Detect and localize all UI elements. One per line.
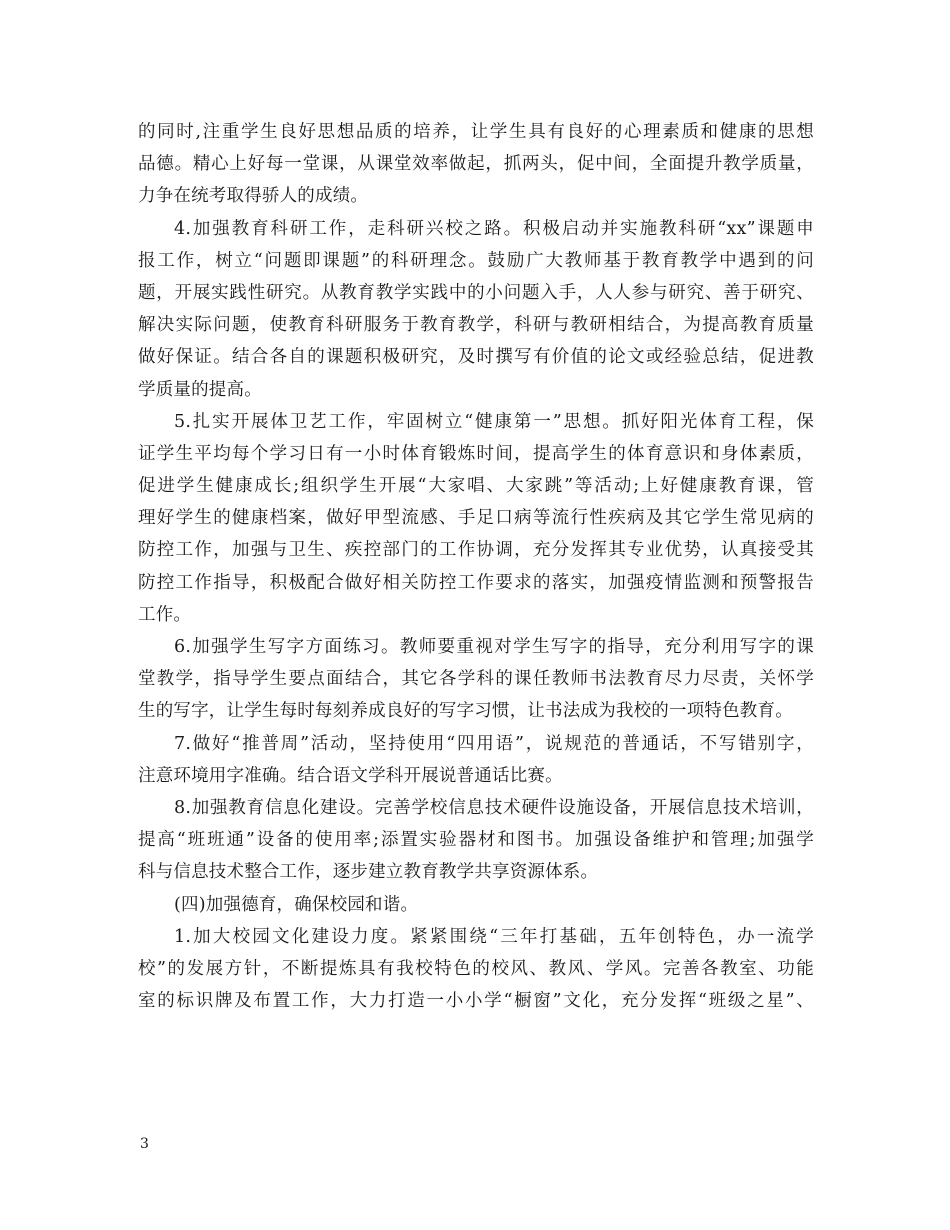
- text-line: 的同时,注重学生良好思想品质的培养，让学生具有良好的心理素质和健康的思想: [138, 122, 814, 142]
- text-line: 8.加强教育信息化建设。完善学校信息技术硬件设施设备，开展信息技术培训，: [174, 797, 814, 818]
- text-line: 证学生平均每个学习日有一小时体育锻炼时间，提高学生的体育意识和身体素质，: [138, 443, 814, 464]
- page-number: 3: [140, 1136, 149, 1152]
- text-line: 品德。精心上好每一堂课，从课堂效率做起，抓两头，促中间，全面提升教学质量，: [138, 154, 814, 175]
- text-line: (四)加强德育，确保校园和谐。: [174, 894, 419, 915]
- text-line: 促进学生健康成长;组织学生开展“大家唱、大家跳”等活动;上好健康教育课，管: [138, 476, 814, 497]
- text-line: 防控工作，加强与卫生、疾控部门的工作协调，充分发挥其专业优势，认真接受其: [138, 540, 814, 561]
- text-line: 提高“班班通”设备的使用率;添置实验器材和图书。加强设备维护和管理;加强学: [138, 830, 814, 851]
- text-line: 做好保证。结合各自的课题积极研究，及时撰写有价值的论文或经验总结，促进教: [138, 347, 814, 368]
- text-line: 防控工作指导，积极配合做好相关防控工作要求的落实，加强疫情监测和预警报告: [138, 572, 814, 593]
- text-line: 7.做好“推普周”活动，坚持使用“四用语”，说规范的普通话，不写错别字，: [174, 733, 814, 754]
- text-line: 生的写字，让学生每时每刻养成良好的写字习惯，让书法成为我校的一项特色教育。: [138, 701, 793, 722]
- text-line: 解决实际问题，使教育科研服务于教育教学，科研与教研相结合，为提高教育质量: [138, 315, 814, 336]
- text-line: 4.加强教育科研工作，走科研兴校之路。积极启动并实施教科研“xx”课题申: [174, 218, 814, 239]
- text-line: 题，开展实践性研究。从教育教学实践中的小问题入手，人人参与研究、善于研究、: [138, 282, 814, 303]
- text-line: 工作。: [138, 604, 192, 625]
- text-line: 力争在统考取得骄人的成绩。: [138, 186, 369, 207]
- text-line: 1.加大校园文化建设力度。紧紧围绕“三年打基础，五年创特色，办一流学: [174, 926, 814, 947]
- text-line: 5.扎实开展体卫艺工作，牢固树立“健康第一”思想。抓好阳光体育工程，保: [174, 411, 814, 432]
- text-line: 注意环境用字准确。结合语文学科开展说普通话比赛。: [138, 765, 563, 786]
- text-line: 堂教学，指导学生要点面结合，其它各学科的课任教师书法教育尽力尽责，关怀学: [138, 669, 814, 690]
- text-line: 报工作，树立“问题即课题”的科研理念。鼓励广大教师基于教育教学中遇到的问: [138, 250, 814, 271]
- text-line: 校”的发展方针，不断提炼具有我校特色的校风、教风、学风。完善各教室、功能: [138, 958, 814, 979]
- text-line: 室的标识牌及布置工作，大力打造一小小学“橱窗”文化，充分发挥“班级之星”、: [138, 991, 814, 1012]
- text-line: 科与信息技术整合工作，逐步建立教育教学共享资源体系。: [138, 862, 599, 883]
- text-line: 学质量的提高。: [138, 379, 262, 400]
- text-line: 理好学生的健康档案，做好甲型流感、手足口病等流行性疾病及其它学生常见病的: [138, 508, 814, 529]
- text-line: 6.加强学生写字方面练习。教师要重视对学生写字的指导，充分利用写字的课: [174, 637, 814, 657]
- document-body: [138, 116, 814, 1017]
